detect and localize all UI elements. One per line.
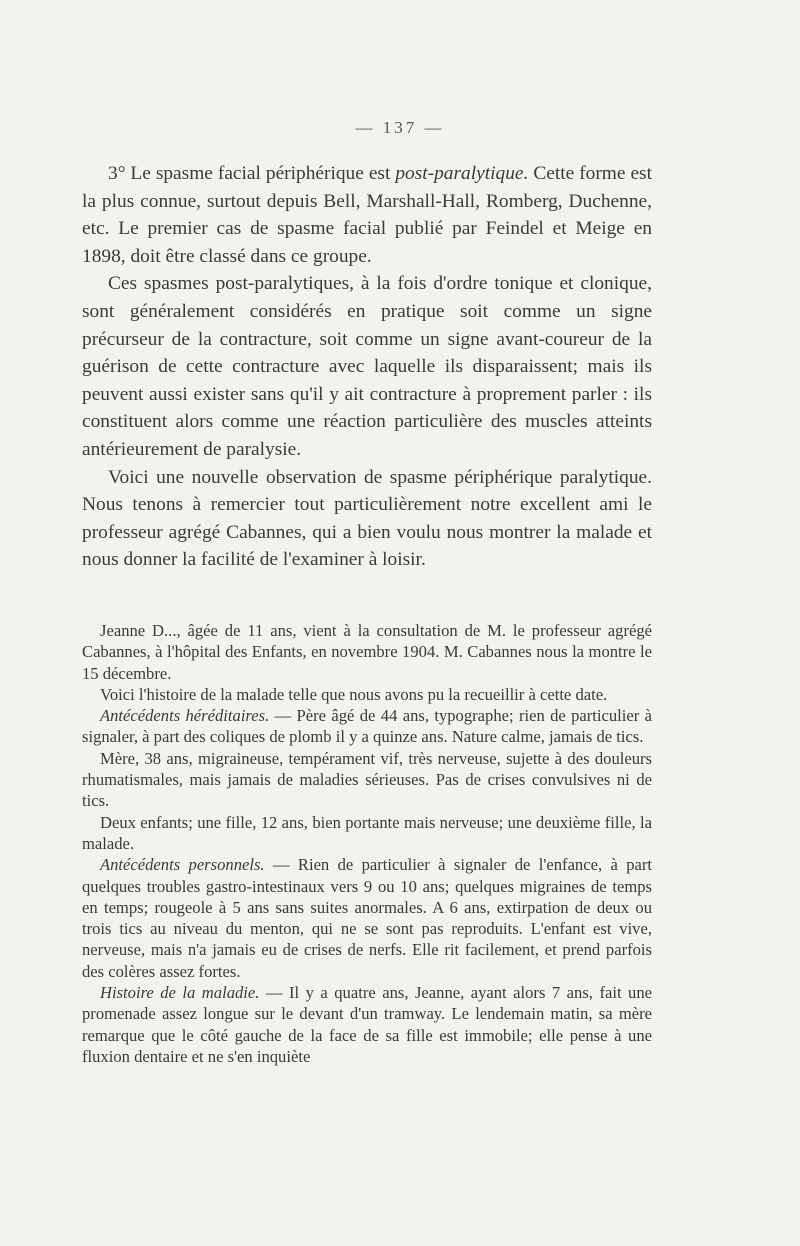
obs-paragraph-mere: Mère, 38 ans, migraineuse, tempérament vif, très nerveuse, sujette à des douleurs rhumatismales, mais jamais de maladies sérieuses. Pas de crises convulsives ni de tics. (82, 748, 652, 811)
obs-paragraph-enfants: Deux enfants; une fille, 12 ans, bien portante mais nerveuse; une deuxième fille, la malade. (82, 812, 652, 853)
obs-paragraph-antecedents-hereditaires: Antécédents héréditaires. — Père âgé de 44 ans, typographe; rien de particulier à signaler, à part des coliques de plomb il y a quinze ans. Nature calme, jamais de tics. (82, 706, 652, 747)
page-number: — 137 — (355, 118, 445, 137)
obs-paragraph-antecedents-personnels: Antécédents personnels. — Rien de particulier à signaler de l'enfance, à part quelques troubles gastro-intestinaux vers 9 ou 10 ans; quelques migraines de temps en temps; rougeole à 5 ans sans suites anormales. A 6 ans, extirpation de deux ou trois tics au niveau du menton, qui ne se sont pas reproduits. L'enfant est vive, nerveuse, mais n'a jamais eu de crises de nerfs. Elle rit facilement, et prend parfois des colères assez fortes. (82, 855, 652, 981)
observation-text (82, 620, 652, 1067)
paragraph-nouvelle-observation: Voici une nouvelle observation de spasme périphérique paralytique. Nous tenons à remercier tout particulièrement notre excellent ami le professeur agrégé Cabannes, qui a bien voulu nous montrer la malade et nous donner la facilité de l'examiner à loisir. (82, 466, 652, 571)
paragraph-spasme-post-paralytique: 3° Le spasme facial périphérique est post-paralytique. Cette forme est la plus connue, surtout depuis Bell, Marshall-Hall, Romberg, Duchenne, etc. Le premier cas de spasme facial publié par Feindel et Meige en 1898, doit être classé dans ce groupe. (82, 163, 652, 267)
main-text (82, 160, 652, 574)
paragraph-spasmes-post-paralytiques: Ces spasmes post-paralytiques, à la fois d'ordre tonique et clonique, sont généralement considérés en pratique soit comme un signe précurseur de la contracture, soit comme un signe avant-coureur de la guérison de cette contracture avec laquelle ils disparaissent; mais ils peuvent aussi exister sans qu'il y ait contracture à proprement parler : ils constituent alors comme une réaction particulière des muscles atteints antérieurement de paralysie. (82, 273, 652, 460)
obs-paragraph-histoire-maladie: Histoire de la maladie. — Il y a quatre ans, Jeanne, ayant alors 7 ans, fait une promenade assez longue sur le devant d'un tramway. Le lendemain matin, sa mère remarque que le côté gauche de la face de sa fille est immobile; elle pense à une fluxion dentaire et ne s'en inquiète (82, 983, 652, 1066)
obs-paragraph-presentation: Jeanne D..., âgée de 11 ans, vient à la consultation de M. le professeur agrégé Cabannes, à l'hôpital des Enfants, en novembre 1904. M. Cabannes nous la montre le 15 décembre. (82, 621, 652, 683)
obs-paragraph-histoire-intro: Voici l'histoire de la malade telle que nous avons pu la recueillir à cette date. (100, 684, 608, 704)
